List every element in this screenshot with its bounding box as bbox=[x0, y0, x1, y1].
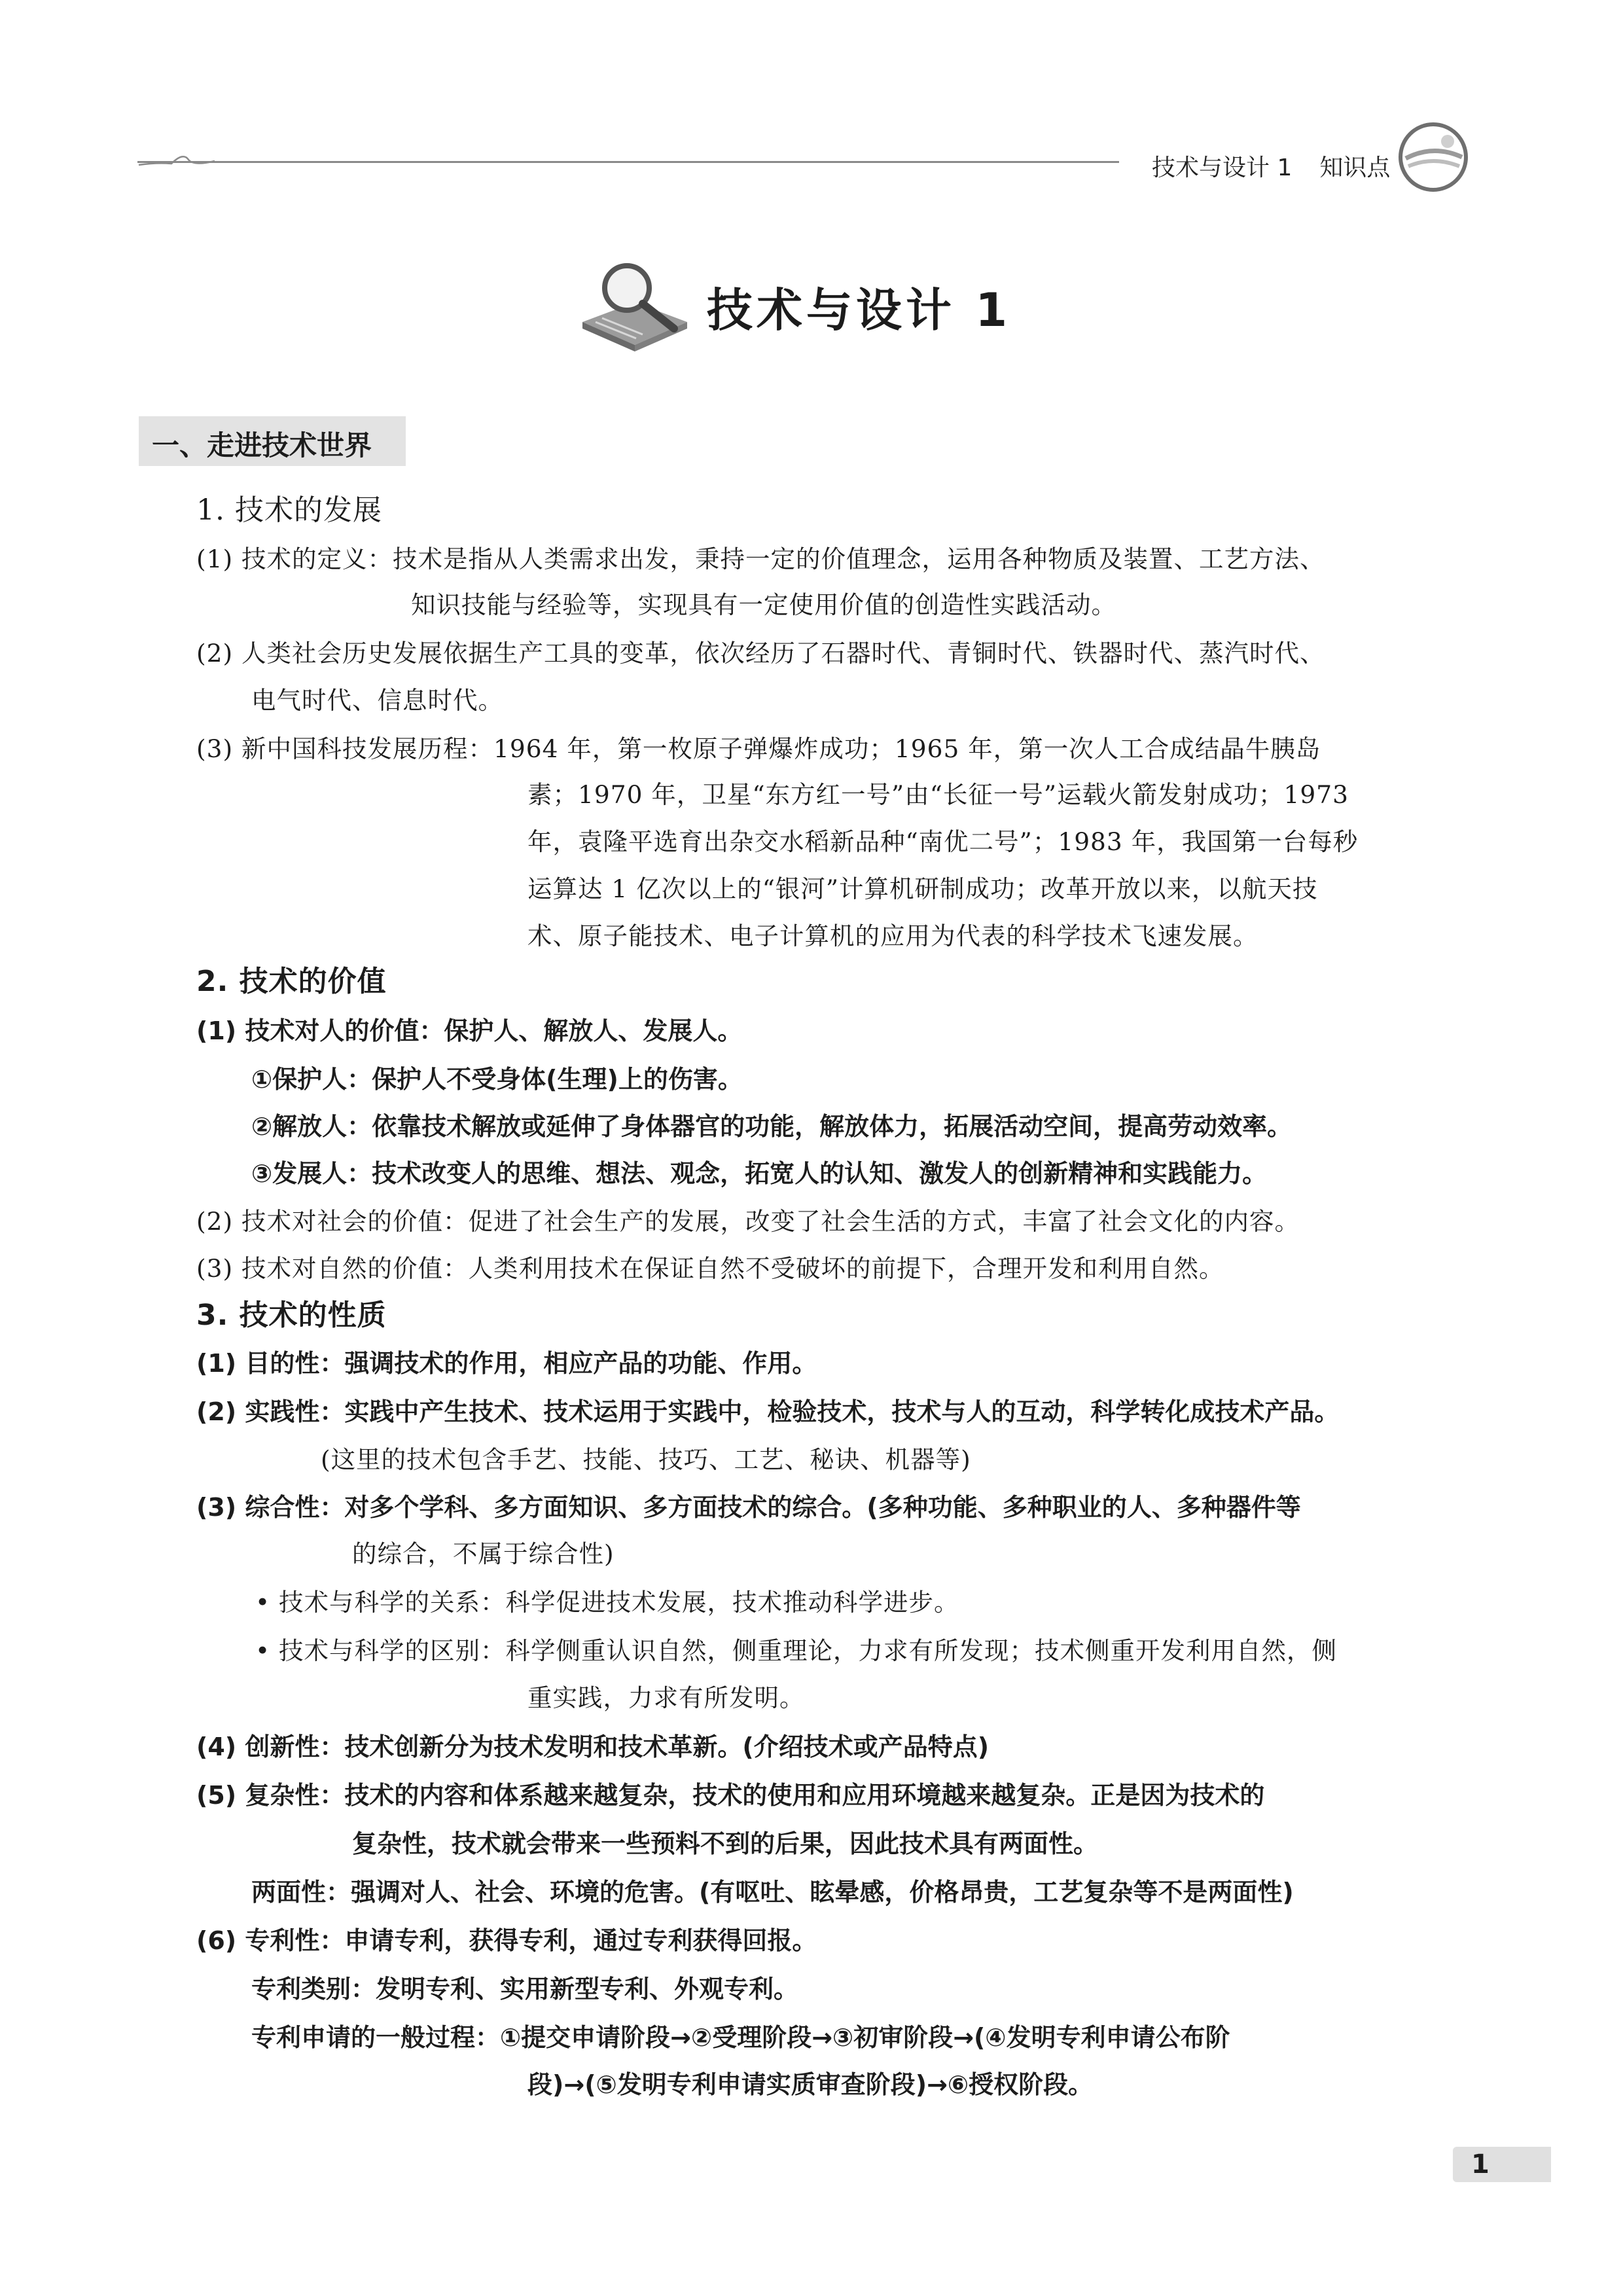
text-line: 两面性：强调对人、社会、环境的危害。(有呕吐、眩晕感，价格昂贵，工艺复杂等不是两面性) bbox=[251, 1878, 1294, 1907]
text-line: (1) 目的性：强调技术的作用，相应产品的功能、作用。 bbox=[196, 1349, 817, 1378]
text-line: (5) 复杂性：技术的内容和体系越来越复杂，技术的使用和应用环境越来越复杂。正是因为技术的 bbox=[196, 1781, 1265, 1810]
text-line: (2) 人类社会历史发展依据生产工具的变革，依次经历了石器时代、青铜时代、铁器时代、蒸汽时代、 bbox=[196, 639, 1325, 668]
text-line: 运算达 1 亿次以上的“银河”计算机研制成功；改革开放以来，以航天技 bbox=[527, 874, 1318, 903]
text-line: (2) 实践性：实践中产生技术、技术运用于实践中，检验技术，技术与人的互动，科学转化成技术产品。 bbox=[196, 1397, 1340, 1426]
text-line: 术、原子能技术、电子计算机的应用为代表的科学技术飞速发展。 bbox=[527, 922, 1258, 950]
text-line: 复杂性，技术就会带来一些预料不到的后果，因此技术具有两面性。 bbox=[352, 1829, 1099, 1858]
text-line: 重实践，力求有所发明。 bbox=[527, 1683, 805, 1712]
subheading-nature: 3. 技术的性质 bbox=[196, 1299, 387, 1332]
header-flourish-icon bbox=[137, 145, 216, 171]
text-line: (4) 创新性：技术创新分为技术发明和技术革新。(介绍技术或产品特点) bbox=[196, 1732, 990, 1761]
text-line: 知识技能与经验等，实现具有一定使用价值的创造性实践活动。 bbox=[411, 590, 1116, 619]
text-line: ③发展人：技术改变人的思维、想法、观念，拓宽人的认知、激发人的创新精神和实践能力。 bbox=[251, 1159, 1268, 1188]
book-logo-icon bbox=[1394, 118, 1472, 196]
text-line: ②解放人：依靠技术解放或延伸了身体器官的功能，解放体力，拓展活动空间，提高劳动效率。 bbox=[251, 1112, 1293, 1141]
running-header-book: 技术与设计 1 bbox=[1152, 154, 1293, 181]
text-line: (这里的技术包含手艺、技能、技巧、工艺、秘诀、机器等) bbox=[321, 1445, 971, 1474]
page-number: 1 bbox=[1471, 2149, 1489, 2179]
running-header bbox=[1152, 149, 1390, 183]
text-line: (3) 技术对自然的价值：人类利用技术在保证自然不受破坏的前提下，合理开发和利用自然。 bbox=[196, 1254, 1224, 1283]
magnifier-on-book-icon bbox=[576, 257, 694, 355]
text-line: (1) 技术的定义：技术是指从人类需求出发，秉持一定的价值理念，运用各种物质及装置、工艺方法、 bbox=[196, 545, 1325, 573]
text-line: (2) 技术对社会的价值：促进了社会生产的发展，改变了社会生活的方式，丰富了社会文化的内容。 bbox=[196, 1207, 1300, 1236]
text-line: 年，袁隆平选育出杂交水稻新品种“南优二号”；1983 年，我国第一台每秒 bbox=[527, 827, 1359, 856]
header-rule bbox=[137, 161, 1119, 163]
text-line: 专利类别：发明专利、实用新型专利、外观专利。 bbox=[251, 1975, 799, 2003]
text-line: (6) 专利性：申请专利，获得专利，通过专利获得回报。 bbox=[196, 1926, 817, 1955]
text-line: 的综合，不属于综合性) bbox=[352, 1539, 615, 1568]
page-title: 技术与设计 1 bbox=[707, 283, 1012, 337]
text-line: 电气时代、信息时代。 bbox=[251, 686, 503, 715]
subheading-development: 1. 技术的发展 bbox=[196, 493, 382, 527]
text-line: (3) 新中国科技发展历程：1964 年，第一枚原子弹爆炸成功；1965 年，第一次人工合成结晶牛胰岛 bbox=[196, 734, 1321, 763]
page-number-tab bbox=[1453, 2147, 1551, 2182]
text-line: ①保护人：保护人不受身体(生理)上的伤害。 bbox=[251, 1065, 743, 1094]
running-header-section: 知识点 bbox=[1319, 154, 1391, 181]
section-heading: 一、走进技术世界 bbox=[152, 429, 372, 461]
text-line: 专利申请的一般过程：①提交申请阶段→②受理阶段→③初审阶段→(④发明专利申请公布阶 bbox=[251, 2023, 1230, 2052]
text-line: 段)→(⑤发明专利申请实质审查阶段)→⑥授权阶段。 bbox=[527, 2070, 1094, 2099]
text-line: 素；1970 年，卫星“东方红一号”由“长征一号”运载火箭发射成功；1973 bbox=[527, 780, 1349, 809]
subheading-value: 2. 技术的价值 bbox=[196, 965, 387, 998]
text-line: (3) 综合性：对多个学科、多方面知识、多方面技术的综合。(多种功能、多种职业的人、多种器件等 bbox=[196, 1493, 1301, 1522]
list-item: • 技术与科学的区别：科学侧重认识自然，侧重理论，力求有所发现；技术侧重开发利用自然，侧 bbox=[255, 1636, 1338, 1665]
list-item: • 技术与科学的关系：科学促进技术发展，技术推动科学进步。 bbox=[255, 1588, 959, 1617]
text-line: (1) 技术对人的价值：保护人、解放人、发展人。 bbox=[196, 1016, 743, 1045]
